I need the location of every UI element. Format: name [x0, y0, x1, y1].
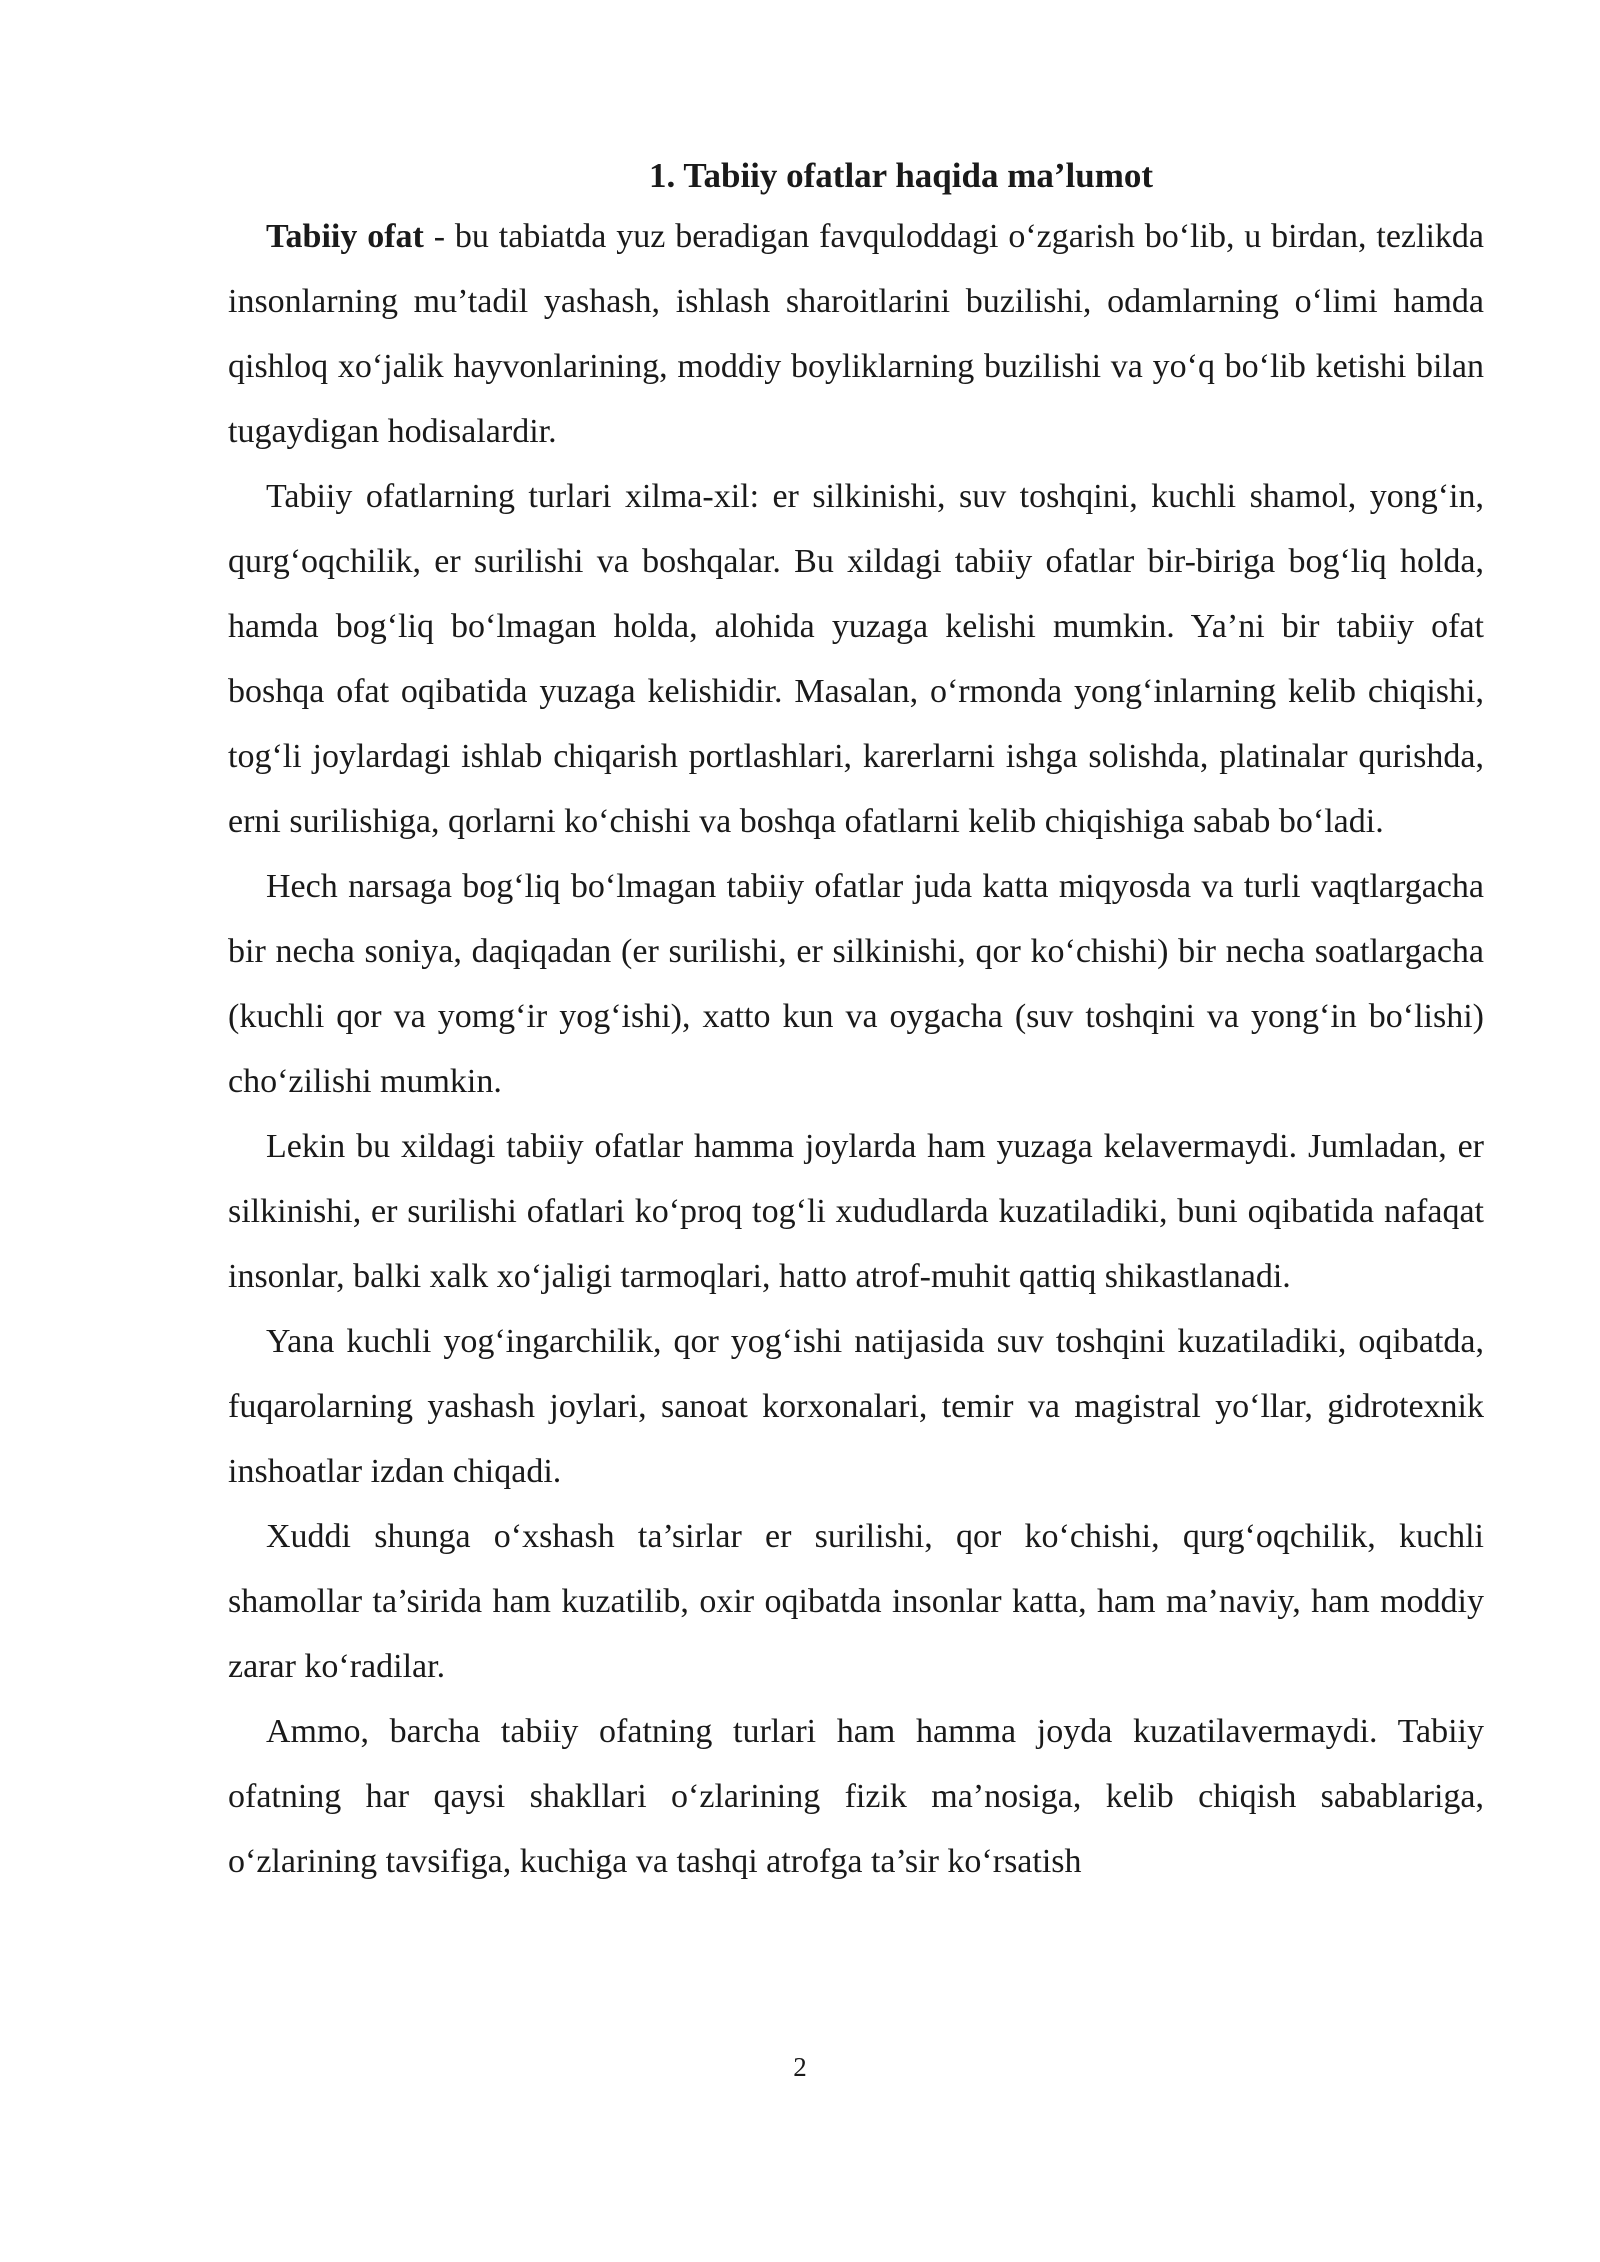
paragraph: Yana kuchli yog‘ingarchilik, qor yog‘ishi natijasida suv toshqini kuzatiladiki, oqibatda, fuqarolarning yashash joylari, sanoat korxonalari, temir va magistral yo‘llar, gidrotexnik inshoatlar izdan chiqadi. — [228, 1323, 1484, 1490]
section-title: 1. Tabiiy ofatlar haqida ma’lumot — [648, 156, 1154, 195]
defined-term: Tabiiy ofat — [266, 218, 424, 255]
paragraph: Ammo, barcha tabiiy ofatning turlari ham hamma joyda kuzatilavermaydi. Tabiiy ofatning har qaysi shakllari o‘zlarining fizik ma’nosiga, kelib chiqish sabablariga, o‘zlarining tavsifiga, kuchiga va tashqi atrofga ta’sir ko‘rsatish — [228, 1713, 1484, 1880]
paragraph: Xuddi shunga o‘xshash ta’sirlar er surilishi, qor ko‘chishi, qurg‘oqchilik, kuchli shamollar ta’sirida ham kuzatilib, oxir oqibatda insonlar katta, ham ma’naviy, ham moddiy zarar ko‘radilar. — [228, 1518, 1484, 1685]
paragraph-text: - bu tabiatda yuz beradigan favquloddagi o‘zgarish bo‘lib, u birdan, tezlikda insonlarning mu’tadil yashash, ishlash sharoitlarini buzilishi, odamlarning o‘limi hamda qishloq xo‘jalik hayvonlarining, moddiy boyliklarning buzilishi va yo‘q bo‘lib ketishi bilan tugaydigan hodisalardir. — [228, 218, 1484, 450]
paragraph: Tabiiy ofatlarning turlari xilma-xil: er silkinishi, suv toshqini, kuchli shamol, yong‘in, qurg‘oqchilik, er surilishi va boshqalar. Bu xildagi tabiiy ofatlar bir-biriga bog‘liq holda, hamda bog‘liq bo‘lmagan holda, alohida yuzaga kelishi mumkin. Ya’ni bir tabiiy ofat boshqa ofat oqibatida yuzaga kelishidir. Masalan, o‘rmonda yong‘inlarning kelib chiqishi, tog‘li joylardagi ishlab chiqarish portlashlari, karerlarni ishga solishda, platinalar qurishda, erni surilishiga, qorlarni ko‘chishi va boshqa ofatlarni kelib chiqishiga sabab bo‘ladi. — [228, 478, 1484, 840]
paragraph: Hech narsaga bog‘liq bo‘lmagan tabiiy ofatlar juda katta miqyosda va turli vaqtlargacha bir necha soniya, daqiqadan (er surilishi, er silkinishi, qor ko‘chishi) bir necha soatlargacha (kuchli qor va yomg‘ir yog‘ishi), xatto kun va oygacha (suv toshqini va yong‘in bo‘lishi) cho‘zilishi mumkin. — [228, 868, 1484, 1100]
document-body — [228, 148, 1484, 1894]
paragraph-definition — [228, 204, 1484, 464]
paragraph: Lekin bu xildagi tabiiy ofatlar hamma joylarda ham yuzaga kelavermaydi. Jumladan, er silkinishi, er surilishi ofatlari ko‘proq tog‘li xududlarda kuzatiladiki, buni oqibatida nafaqat insonlar, balki xalk xo‘jaligi tarmoqlari, hatto atrof-muhit qattiq shikastlanadi. — [228, 1128, 1484, 1295]
page-number: 2 — [793, 2052, 807, 2082]
